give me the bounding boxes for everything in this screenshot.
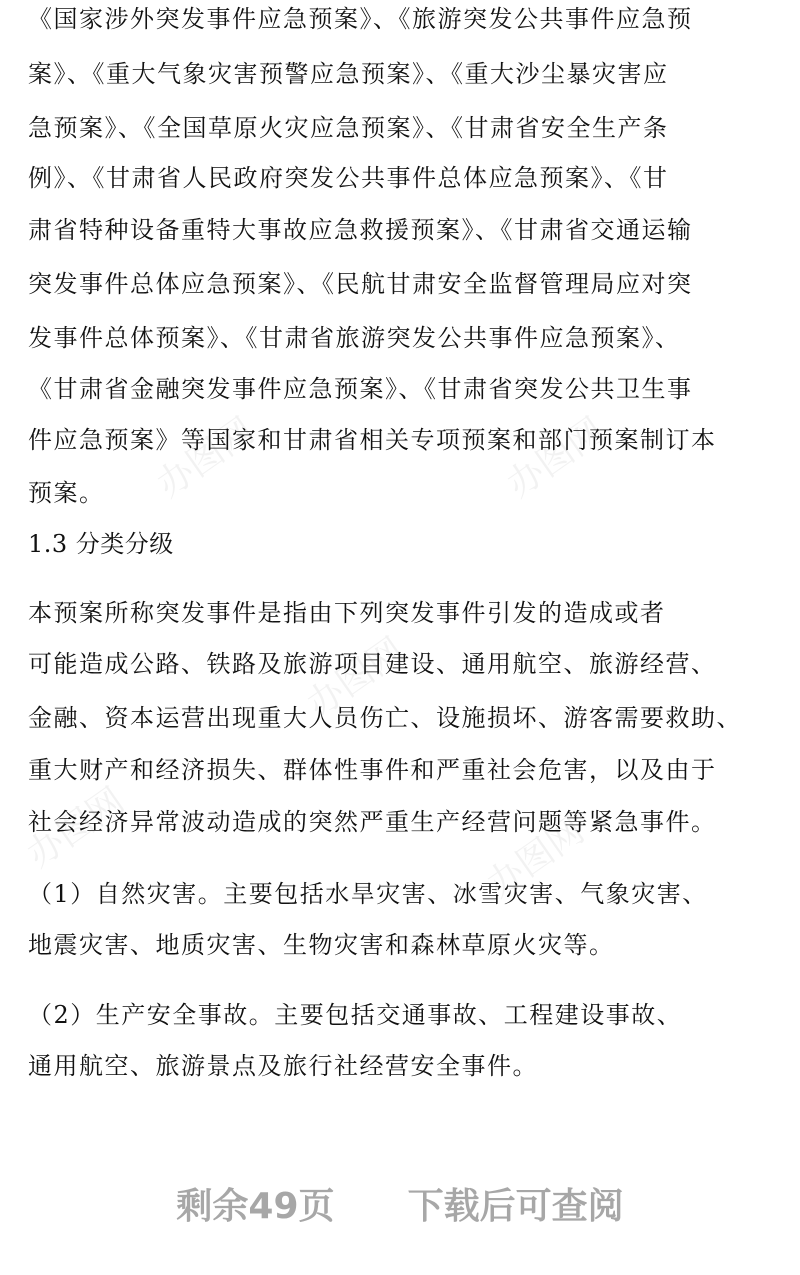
paragraph-2-line: 本预案所称突发事件是指由下列突发事件引发的造成或者 [28,599,666,627]
paragraph-1-line: 案》、《重大气象灾害预警应急预案》、《重大沙尘暴灾害应 [28,60,669,88]
paragraph-2-line: 可能造成公路、铁路及旅游项目建设、通用航空、旅游经营、 [28,650,717,678]
paragraph-1-line: 急预案》、《全国草原火灾应急预案》、《甘肃省安全生产条 [28,114,669,142]
item-2-line: 通用航空、旅游景点及旅行社经营安全事件。 [28,1052,538,1080]
paragraph-2-line: 重大财产和经济损失、群体性事件和严重社会危害，以及由于 [28,756,717,784]
watermark: 办图网 [299,630,412,726]
paragraph-1-line: 突发事件总体应急预案》、《民航甘肃安全监督管理局应对突 [28,270,693,298]
watermark: 办图网 [19,780,132,876]
remaining-pages-label[interactable]: 剩余49页 [176,1186,335,1227]
watermark: 办图网 [499,410,612,506]
download-prompt-label[interactable]: 下载后可查阅 [407,1186,624,1227]
paragraph-1-line: 件应急预案》等国家和甘肃省相关专项预案和部门预案制订本 [28,426,717,454]
paragraph-1-line: 肃省特种设备重特大事故应急救援预案》、《甘肃省交通运输 [28,216,693,244]
watermark: 办图网 [479,810,592,906]
item-1-line: 地震灾害、地质灾害、生物灾害和森林草原火灾等。 [28,931,615,959]
download-banner[interactable] [0,1178,800,1229]
item-1-line: （1）自然灾害。主要包括水旱灾害、冰雪灾害、气象灾害、 [28,880,708,908]
paragraph-1-line: 《甘肃省金融突发事件应急预案》、《甘肃省突发公共卫生事 [28,375,693,403]
watermark: 办图网 [149,410,262,506]
paragraph-1-line: 《国家涉外突发事件应急预案》、《旅游突发公共事件应急预 [28,5,693,33]
paragraph-1-line: 预案。 [28,479,105,507]
paragraph-1-line: 发事件总体预案》、《甘肃省旅游突发公共事件应急预案》、 [28,324,681,352]
paragraph-2-line: 社会经济异常波动造成的突然严重生产经营问题等紧急事件。 [28,808,717,836]
paragraph-1-line: 例》、《甘肃省人民政府突发公共事件总体应急预案》、《甘 [28,164,669,192]
paragraph-2-line: 金融、资本运营出现重大人员伤亡、设施损坏、游客需要救助、 [28,704,742,732]
section-heading: 1.3 分类分级 [28,530,174,558]
item-2-line: （2）生产安全事故。主要包括交通事故、工程建设事故、 [28,1001,683,1029]
